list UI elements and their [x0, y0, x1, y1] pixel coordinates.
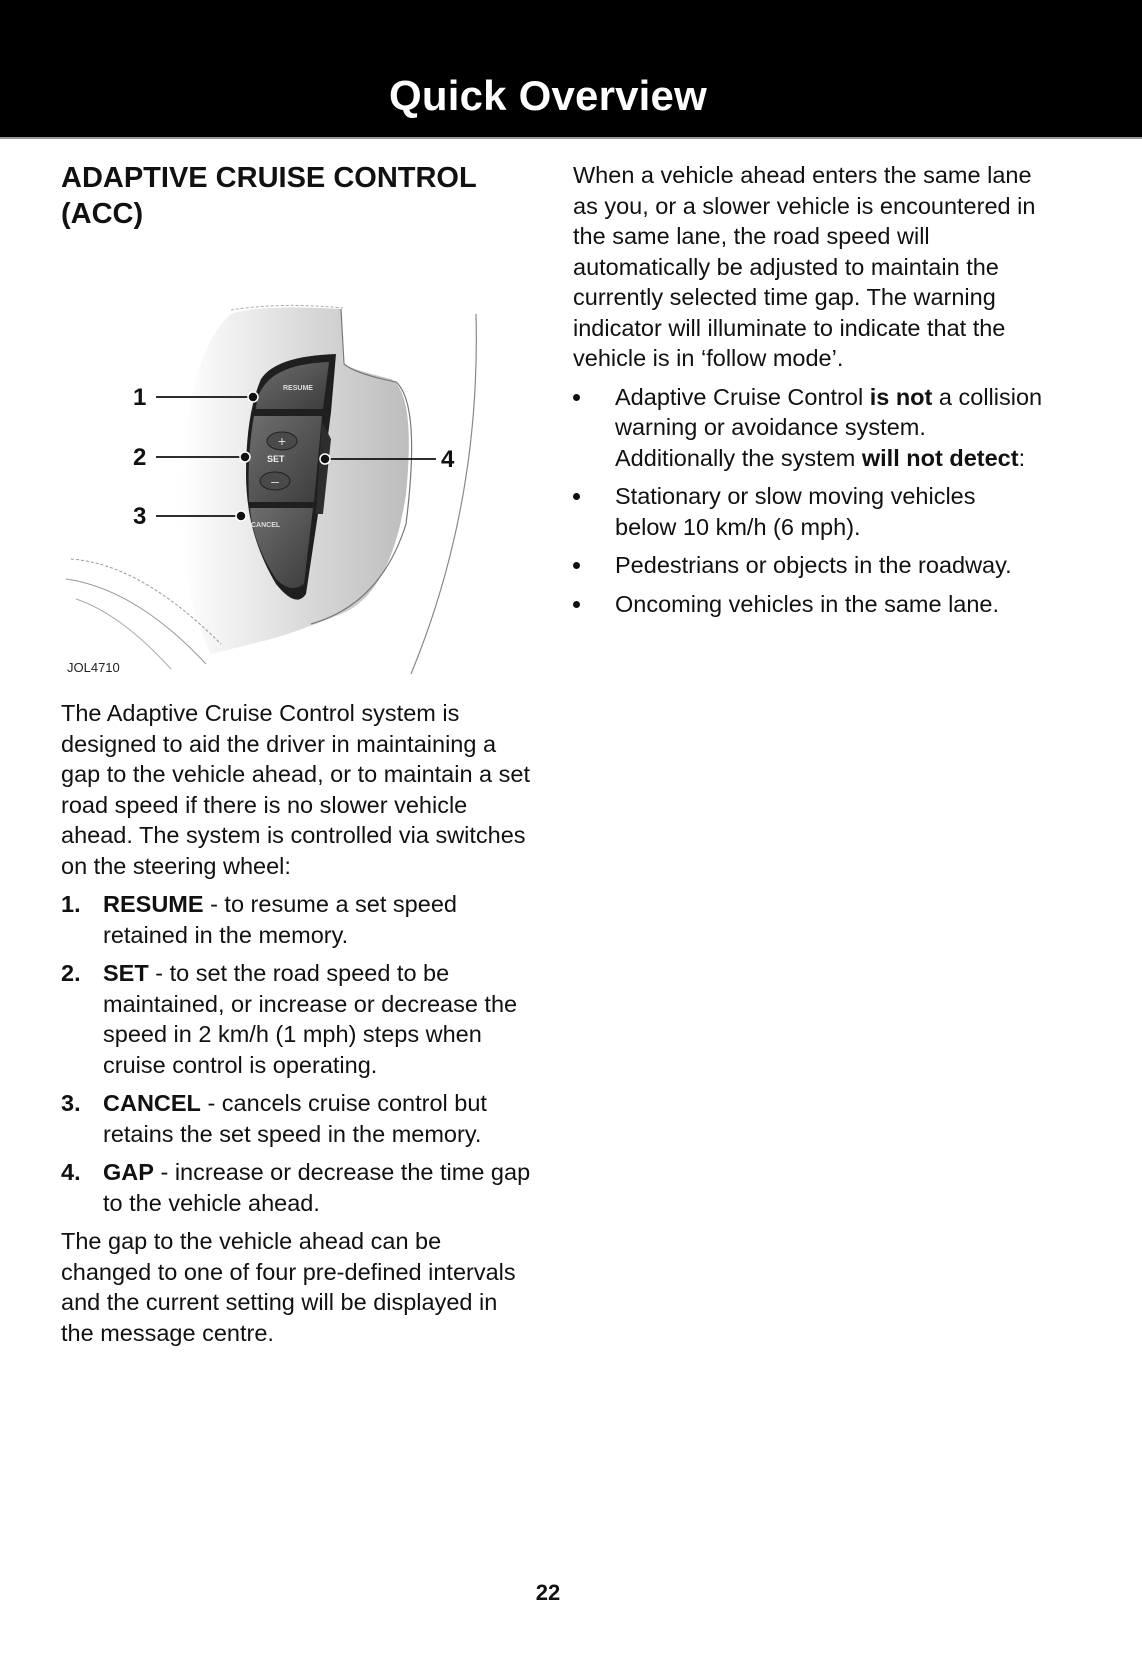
svg-text:–: –: [271, 473, 279, 489]
bullet-item: Adaptive Cruise Control is not a collision warning or avoidance system. Additionally the system will not detect:: [573, 382, 1043, 474]
left-column: [61, 160, 531, 1348]
bullet-icon: [573, 601, 580, 608]
svg-text:3: 3: [133, 503, 147, 530]
right-column: [573, 160, 1043, 627]
svg-text:4: 4: [441, 446, 455, 473]
steering-wheel-switches-figure: [61, 294, 531, 674]
section-title-line2: (ACC): [61, 198, 144, 230]
svg-text:1: 1: [133, 384, 147, 411]
page-title: Quick Overview: [389, 72, 707, 119]
steering-wheel-illustration: [61, 294, 531, 674]
svg-text:2: 2: [133, 444, 147, 471]
list-item-set: 2. SET - to set the road speed to be maintained, or increase or decrease the speed in 2 km/h (1 mph) steps when cruise control is operating.: [61, 960, 518, 1078]
bullet-icon: [573, 562, 580, 569]
list-item-gap: 4. GAP - increase or decrease the time gap to the vehicle ahead.: [61, 1159, 531, 1216]
bullet-item: Stationary or slow moving vehicles below 10 km/h (6 mph).: [573, 481, 1043, 542]
limitations-list: [573, 382, 1043, 620]
intro-paragraph: The Adaptive Cruise Control system is designed to aid the driver in maintaining a gap to the vehicle ahead, or to maintain a set road speed if there is no slower vehicle ahead. The system is controlled via switches on the steering wheel:: [61, 700, 531, 879]
section-title-line1: ADAPTIVE CRUISE CONTROL: [61, 162, 477, 194]
figure-reference: JOL4710: [67, 660, 120, 675]
switch-list: [61, 889, 531, 1218]
bullet-item: Oncoming vehicles in the same lane.: [573, 589, 1043, 620]
page-header: [0, 0, 1142, 139]
bullet-icon: [573, 394, 580, 401]
section-title: [61, 160, 531, 232]
bullet-icon: [573, 493, 580, 500]
svg-text:SET: SET: [267, 454, 285, 464]
list-item-cancel: 3. CANCEL - cancels cruise control but retains the set speed in the memory.: [61, 1090, 487, 1147]
follow-mode-paragraph: When a vehicle ahead enters the same lane as you, or a slower vehicle is encountered in the same lane, the road speed will automatically be adjusted to maintain the currently selected time gap. The warning indicator will illuminate to indicate that the vehicle is in ‘follow mode’.: [573, 162, 1036, 371]
list-item-resume: 1. RESUME - to resume a set speed retained in the memory.: [61, 891, 457, 948]
svg-text:CANCEL: CANCEL: [251, 522, 281, 529]
bullet-item: Pedestrians or objects in the roadway.: [573, 550, 1043, 581]
closing-paragraph: The gap to the vehicle ahead can be changed to one of four pre-defined intervals and the current setting will be displayed in the message centre.: [61, 1228, 516, 1346]
svg-text:+: +: [277, 433, 287, 449]
page-number: 22: [535, 1580, 561, 1605]
svg-text:RESUME: RESUME: [283, 385, 313, 392]
